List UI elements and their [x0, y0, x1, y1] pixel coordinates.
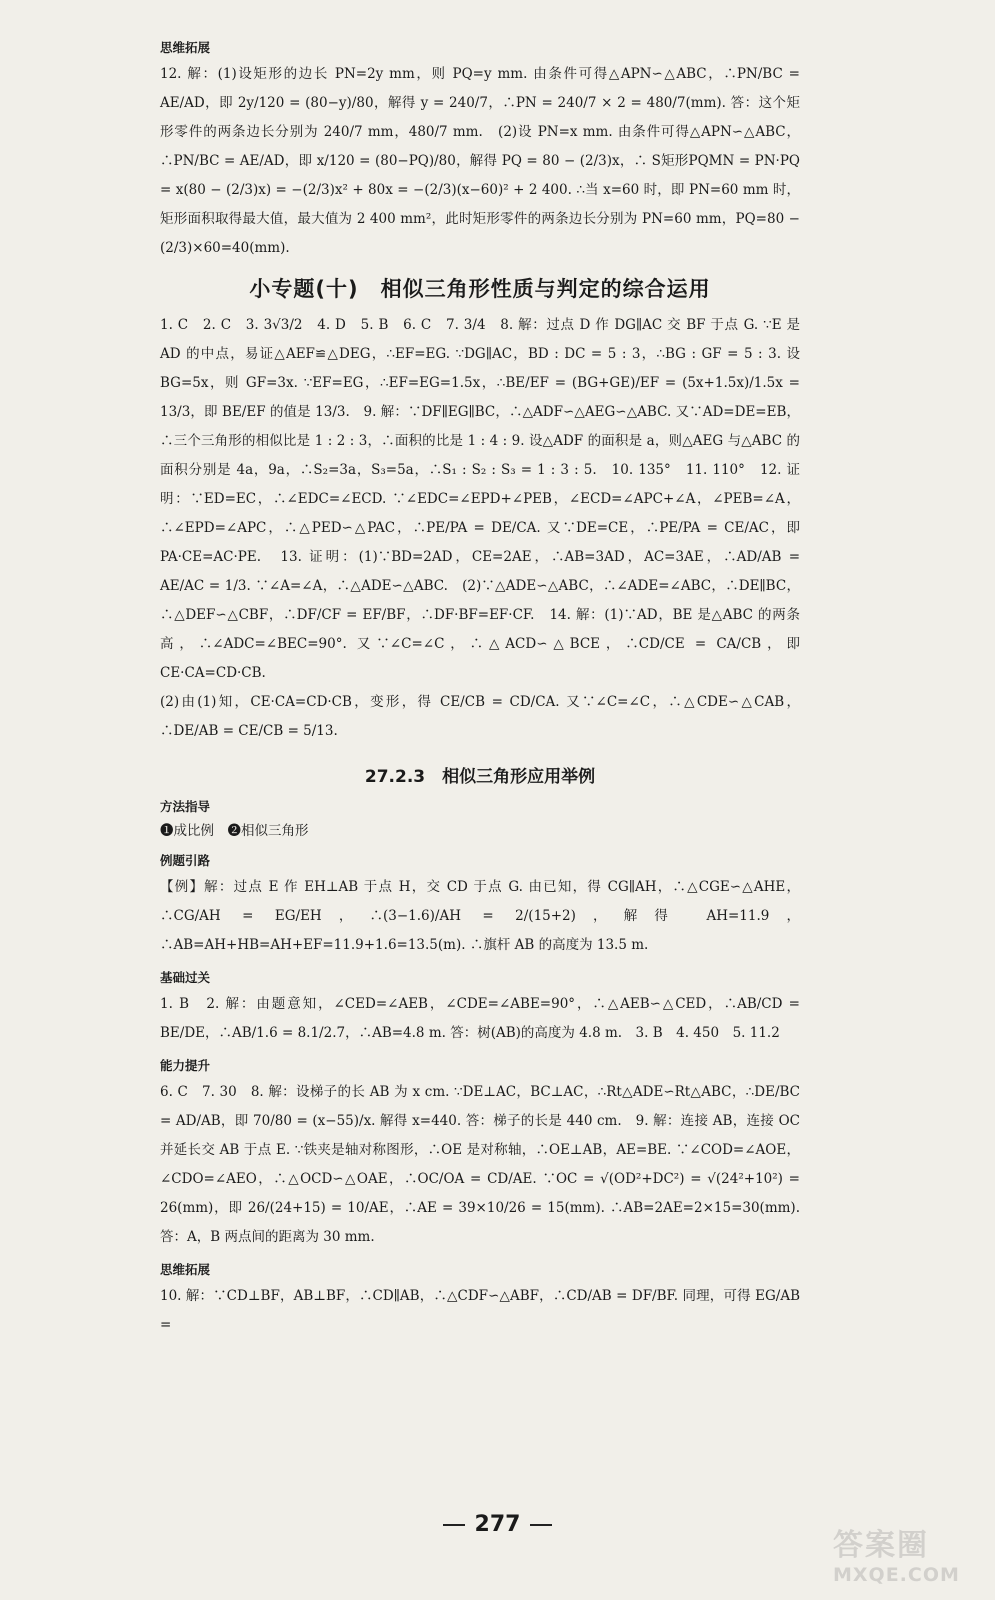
heading-fangfa-zhidao: 方法指导: [160, 799, 211, 814]
page-number-right-dash: [530, 1524, 552, 1526]
nengli-answers: 6. C 7. 30 8. 解：设梯子的长 AB 为 x cm. ∵DE⊥AC，BC⊥AC，∴Rt△ADE∽Rt△ABC，∴DE/BC = AD/AB，即 70/80 = (x−55)/x. 解得 x=440. 答：梯子的长是 440 cm. 9. 解：连接 AB，连接 OC 并延长交 AB 于点 E. ∵铁夹是轴对称图形，∴OE 是对称轴，∴OE⊥AB，AE=BE. ∵∠COD=∠AOE，∠CDO=∠AEO，∴△OCD∽△OAE，∴OC/OA = CD/AE. ∵OC = √(OD²+DC²) = √(24²+10²) = 26(mm)，即 26/(24+15) = 10/AE，∴AE = 39×10/26 = 15(mm). ∴AB=2AE=2×15=30(mm). 答：A，B 两点间的距离为 30 mm.: [160, 1084, 800, 1245]
heading-siwei-tuozhan: 思维拓展: [160, 40, 211, 55]
jichu-answers: 1. B 2. 解：由题意知，∠CED=∠AEB，∠CDE=∠ABE=90°，∴△AEB∽△CED，∴AB/CD = BE/DE，∴AB/1.6 = 8.1/2.7，∴AB=4.8 m. 答：树(AB)的高度为 4.8 m. 3. B 4. 450 5. 11.2: [160, 996, 800, 1041]
topic-title: 小专题(十) 相似三角形性质与判定的综合运用: [249, 277, 711, 301]
watermark-url: MXQE.COM: [833, 1564, 960, 1586]
heading-nengli-tisheng: 能力提升: [160, 1058, 211, 1073]
watermark-text: 答案圈: [833, 1528, 929, 1563]
topic-answers-q14-2: (2)由(1)知，CE·CA=CD·CB，变形，得 CE/CB = CD/CA. 又∵∠C=∠C，∴△CDE∽△CAB，∴DE/AB = CE/CB = 5/13.: [160, 694, 800, 739]
topic-answers: 1. C 2. C 3. 3√3/2 4. D 5. B 6. C 7. 3/4 8. 解：过点 D 作 DG∥AC 交 BF 于点 G. ∵E 是 AD 的中点，易证△AEF≌△DEG，∴EF=EG. ∵DG∥AC，BD : DC = 5 : 3，∴BG : GF = 5 : 3. 设 BG=5x，则 GF=3x. ∵EF=EG，∴EF=EG=1.5x，∴BE/EF = (BG+GE)/EF = (5x+1.5x)/1.5x = 13/3，即 BE/EF 的值是 13/3. 9. 解：∵DF∥EG∥BC，∴△ADF∽△AEG∽△ABC. 又∵AD=DE=EB，∴三个三角形的相似比是 1 : 2 : 3，∴面积的比是 1 : 4 : 9. 设△ADF 的面积是 a，则△AEG 与△ABC 的面积分别是 4a，9a，∴S₂=3a，S₃=5a，∴S₁ : S₂ : S₃ = 1 : 3 : 5. 10. 135° 11. 110° 12. 证明：∵ED=EC，∴∠EDC=∠ECD. ∵∠EDC=∠EPD+∠PEB，∠ECD=∠APC+∠A，∠PEB=∠A，∴∠EPD=∠APC，∴△PED∽△PAC，∴PE/PA = DE/CA. 又∵DE=CE，∴PE/PA = CE/AC，即 PA·CE=AC·PE. 13. 证明：(1)∵BD=2AD，CE=2AE，∴AB=3AD，AC=3AE，∴AD/AB = AE/AC = 1/3. ∵∠A=∠A，∴△ADE∽△ABC. (2)∵△ADE∽△ABC，∴∠ADE=∠ABC，∴DE∥BC，∴△DEF∽△CBF，∴DF/CF = EF/BF，∴DF·BF=EF·CF. 14. 解：(1)∵AD，BE 是△ABC 的两条高，∴∠ADC=∠BEC=90°. 又∵∠C=∠C，∴△ACD∽△BCE，∴CD/CE = CA/CB，即 CE·CA=CD·CB.: [160, 317, 800, 681]
answer-q10: 10. 解：∵CD⊥BF，AB⊥BF，∴CD∥AB，∴△CDF∽△ABF，∴CD/AB = DF/BF. 同理，可得 EG/AB =: [160, 1288, 800, 1333]
heading-jichu-guoguan: 基础过关: [160, 970, 211, 985]
watermark-logo: [833, 1520, 983, 1592]
section-title: 27.2.3 相似三角形应用举例: [364, 767, 596, 787]
heading-siwei-tuozhan-bottom: 思维拓展: [160, 1262, 211, 1277]
liti-answer: 【例】解：过点 E 作 EH⊥AB 于点 H，交 CD 于点 G. 由已知，得 CG∥AH，∴△CGE∽△AHE，∴CG/AH = EG/EH，∴(3−1.6)/AH = 2/(15+2)，解得 AH=11.9，∴AB=AH+HB=AH+EF=11.9+1.6=13.5(m). ∴旗杆 AB 的高度为 13.5 m.: [160, 879, 800, 953]
answer-page: [160, 30, 800, 1340]
answer-q12: 12. 解：(1)设矩形的边长 PN=2y mm，则 PQ=y mm. 由条件可得△APN∽△ABC，∴PN/BC = AE/AD，即 2y/120 = (80−y)/80，解得 y = 240/7，∴PN = 240/7 × 2 = 480/7(mm). 答：这个矩形零件的两条边长分别为 240/7 mm，480/7 mm. (2)设 PN=x mm. 由条件可得△APN∽△ABC，∴PN/BC = AE/AD，即 x/120 = (80−PQ)/80，解得 PQ = 80 − (2/3)x，∴ S矩形PQMN = PN·PQ = x(80 − (2/3)x) = −(2/3)x² + 80x = −(2/3)(x−60)² + 2 400. ∴当 x=60 时，即 PN=60 mm 时，矩形面积取得最大值，最大值为 2 400 mm²，此时矩形零件的两条边长分别为 PN=60 mm，PQ=80 − (2/3)×60=40(mm).: [160, 66, 800, 256]
page-number-left-dash: [443, 1524, 465, 1526]
heading-liti-yinlu: 例题引路: [160, 853, 211, 868]
page-number-value: 277: [474, 1512, 521, 1537]
fangfa-answers: ❶成比例 ❷相似三角形: [160, 823, 309, 839]
